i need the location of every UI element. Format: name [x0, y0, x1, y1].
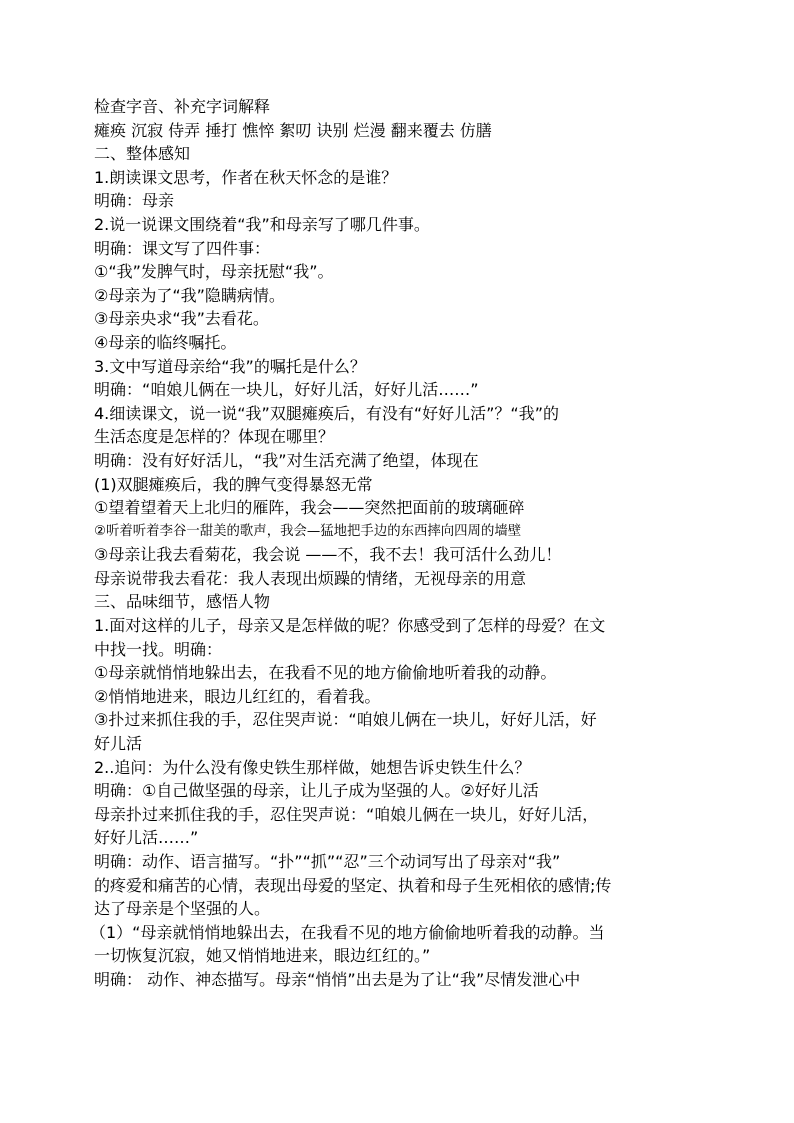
list-item: ④母亲的临终嘱托。: [94, 332, 237, 352]
list-item: ②听着听着李谷一甜美的歌声，我会—猛地把手边的东西摔向四周的墙壁: [94, 523, 522, 539]
list-item: ③母亲让我去看菊花，我会说 ——不，我不去！我可活什么劲儿！: [94, 545, 562, 565]
question-line: 2.说一说课文围绕着“我”和母亲写了哪几件事。: [94, 214, 430, 234]
section-heading: 三、品味细节，感悟人物: [94, 592, 271, 612]
list-item: ①“我”发脾气时，母亲抚慰“我”。: [94, 262, 334, 282]
question-line: 4.细读课文，说一说“我”双腿瘫痪后，有没有“好好儿活”？“我”的: [94, 403, 560, 423]
text-line: 好好儿活……”: [94, 828, 199, 848]
question-line: 中找一找。明确：: [94, 639, 223, 659]
list-item: ③扑过来抓住我的手，忍住哭声说：“咱娘儿俩在一块儿，好好儿活，好: [94, 710, 597, 730]
answer-line: 明确：动作、语言描写。“扑”“抓”“忍”三个动词写出了母亲对“我”: [94, 852, 561, 871]
list-item: ③母亲央求“我”去看花。: [94, 309, 269, 329]
list-item: (1)双腿瘫痪后，我的脾气变得暴怒无常: [94, 474, 373, 494]
question-line: 1.朗读课文思考，作者在秋天怀念的是谁？: [94, 167, 398, 187]
section-heading: 二、整体感知: [94, 144, 191, 164]
list-item: ②悄悄地进来，眼边儿红红的，看着我。: [94, 686, 381, 706]
answer-line: 明确：没有好好活儿，“我”对生活充满了绝望，体现在: [94, 450, 479, 470]
list-item: 好儿活: [94, 734, 143, 754]
answer-line: 明确：课文写了四件事：: [94, 238, 271, 258]
question-line: 生活态度是怎样的？体现在哪里？: [94, 427, 335, 447]
text-line: 一切恢复沉寂，她又悄悄地进来，眼边红红的。”: [94, 946, 431, 966]
text-line: 母亲说带我去看花：我人表现出烦躁的情绪，无视母亲的用意: [94, 568, 527, 588]
answer-line: 达了母亲是个坚强的人。: [94, 899, 271, 919]
vocabulary-line: 瘫痪 沉寂 侍弄 捶打 憔悴 絮叨 诀别 烂漫 翻来覆去 仿膳: [94, 120, 492, 140]
document-page: [90, 95, 734, 992]
question-line: 1.面对这样的儿子，母亲又是怎样做的呢？你感受到了怎样的母爱？在文: [94, 616, 606, 636]
text-line: 母亲扑过来抓住我的手，忍住哭声说：“咱娘儿俩在一块儿，好好儿活，: [94, 804, 599, 824]
list-item: ①望着望着天上北归的雁阵，我会——突然把面前的玻璃砸碎: [94, 498, 525, 518]
answer-line: 的疼爱和痛苦的心情，表现出母爱的坚定、执着和母子生死相依的感情;传: [94, 875, 612, 895]
text-line: （1）“母亲就悄悄地躲出去，在我看不见的地方偷偷地听着我的动静。当: [90, 922, 605, 942]
answer-line: 明确：“咱娘儿俩在一块儿，好好儿活，好好儿活……”: [94, 380, 479, 400]
question-line: 3.文中写道母亲给“我”的嘱托是什么？: [94, 356, 366, 376]
list-item: ②母亲为了“我”隐瞒病情。: [94, 285, 285, 305]
list-item: ①母亲就悄悄地躲出去，在我看不见的地方偷偷地听着我的动静。: [94, 663, 557, 683]
answer-line: 明确： 动作、神态描写。母亲“悄悄”出去是为了让“我”尽情发泄心中: [94, 969, 581, 989]
text-line: 检查字音、补充字词解释: [94, 97, 271, 116]
answer-line: 明确：母亲: [94, 191, 175, 211]
question-line: 2..追问：为什么没有像史铁生那样做，她想告诉史铁生什么？: [94, 757, 531, 777]
answer-line: 明确：①自己做坚强的母亲，让儿子成为坚强的人。②好好儿活: [94, 781, 539, 801]
